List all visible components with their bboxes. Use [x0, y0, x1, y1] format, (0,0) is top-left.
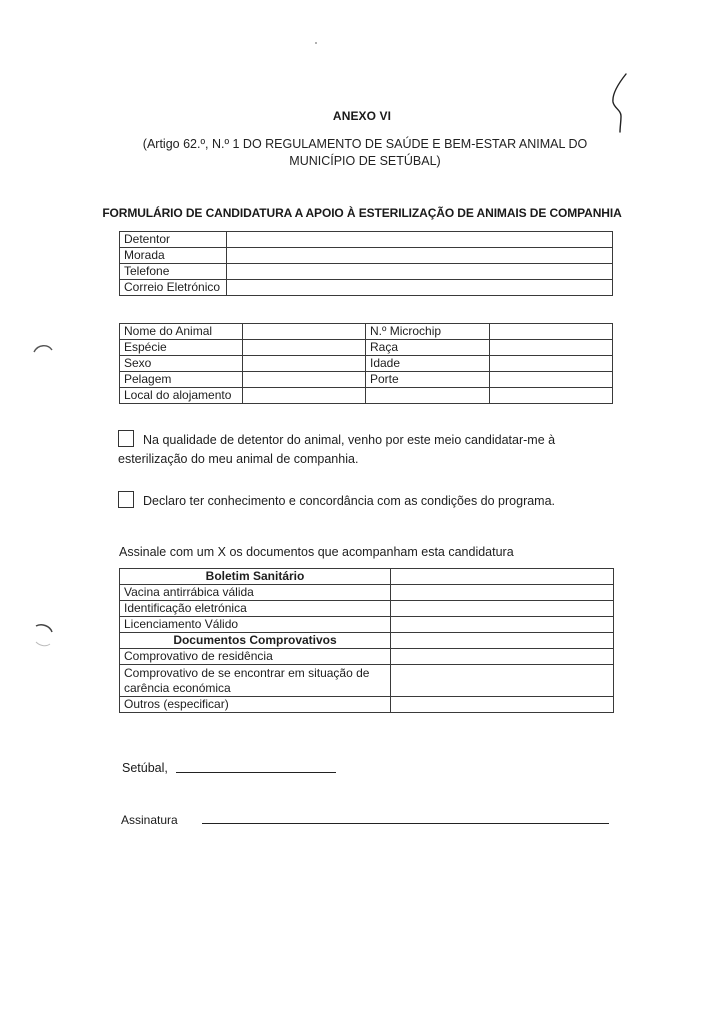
table-row [120, 601, 614, 617]
email-field[interactable] [227, 280, 613, 296]
regulation-subtitle: (Artigo 62.º, N.º 1 DO REGULAMENTO DE SAÚDE E BEM-ESTAR ANIMAL DO MUNICÍPIO DE SETÚBAL) [142, 137, 588, 168]
phone-field[interactable] [227, 264, 613, 280]
document-label: Licenciamento Válido [120, 617, 391, 633]
economic-hardship-mark-field[interactable] [391, 665, 614, 697]
document-label: Vacina antirrábica válida [120, 585, 391, 601]
signature-line-field[interactable] [202, 823, 609, 824]
section-heading-supporting-documents: Documentos Comprovativos [120, 633, 391, 649]
table-row [120, 324, 613, 340]
holder-info-table [119, 231, 613, 296]
place-label: Setúbal, [122, 761, 168, 775]
housing-location-label: Local do alojamento [120, 388, 243, 404]
rabies-vaccine-mark-field[interactable] [391, 585, 614, 601]
phone-label: Telefone [120, 264, 227, 280]
residence-proof-mark-field[interactable] [391, 649, 614, 665]
animal-name-label: Nome do Animal [120, 324, 243, 340]
table-row [120, 617, 614, 633]
agreement-checkbox[interactable] [118, 491, 134, 508]
table-row [120, 248, 613, 264]
document-label: Identificação eletrónica [120, 601, 391, 617]
table-row [120, 585, 614, 601]
table-row [120, 388, 613, 404]
sex-label: Sexo [120, 356, 243, 372]
empty-cell[interactable] [366, 388, 490, 404]
sex-field[interactable] [243, 356, 366, 372]
punch-hole-mark-icon [30, 340, 56, 356]
date-line-field[interactable] [176, 772, 336, 773]
address-label: Morada [120, 248, 227, 264]
empty-cell [391, 569, 614, 585]
size-field[interactable] [490, 372, 613, 388]
table-row [120, 633, 614, 649]
table-row [120, 264, 613, 280]
age-field[interactable] [490, 356, 613, 372]
table-row [120, 697, 614, 713]
housing-location-field[interactable] [243, 388, 366, 404]
scan-speck [315, 42, 317, 44]
coat-label: Pelagem [120, 372, 243, 388]
declaration-text: Declaro ter conhecimento e concordância com as condições do programa. [143, 494, 556, 508]
microchip-label: N.º Microchip [366, 324, 490, 340]
signature-label: Assinatura [121, 813, 178, 827]
holder-name-field[interactable] [227, 232, 613, 248]
size-label: Porte [366, 372, 490, 388]
document-label: Outros (especificar) [120, 697, 391, 713]
species-field[interactable] [243, 340, 366, 356]
declaration-text: Na qualidade de detentor do animal, venho por este meio candidatar-me à esterilização do meu animal de companhia. [118, 433, 556, 466]
declaration-agreement [118, 491, 618, 511]
documents-checklist-table [119, 568, 614, 713]
annex-title: ANEXO VI [332, 109, 392, 123]
breed-label: Raça [366, 340, 490, 356]
license-mark-field[interactable] [391, 617, 614, 633]
electronic-id-mark-field[interactable] [391, 601, 614, 617]
animal-name-field[interactable] [243, 324, 366, 340]
form-title: FORMULÁRIO DE CANDIDATURA A APOIO À ESTERILIZAÇÃO DE ANIMAIS DE COMPANHIA [102, 206, 622, 220]
coat-field[interactable] [243, 372, 366, 388]
table-row [120, 649, 614, 665]
table-row [120, 280, 613, 296]
table-row [120, 232, 613, 248]
species-label: Espécie [120, 340, 243, 356]
holder-label: Detentor [120, 232, 227, 248]
documents-instruction: Assinale com um X os documentos que acompanham esta candidatura [119, 545, 514, 559]
table-row [120, 372, 613, 388]
age-label: Idade [366, 356, 490, 372]
address-field[interactable] [227, 248, 613, 264]
email-label: Correio Eletrónico [120, 280, 227, 296]
microchip-field[interactable] [490, 324, 613, 340]
declaration-application [118, 430, 618, 469]
breed-field[interactable] [490, 340, 613, 356]
table-row [120, 665, 614, 697]
handwritten-page-mark-icon [606, 72, 632, 134]
empty-cell [391, 633, 614, 649]
other-documents-mark-field[interactable] [391, 697, 614, 713]
animal-info-table [119, 323, 613, 404]
section-heading-health-record: Boletim Sanitário [120, 569, 391, 585]
document-label: Comprovativo de residência [120, 649, 391, 665]
punch-hole-mark-icon [30, 620, 56, 650]
empty-cell[interactable] [490, 388, 613, 404]
table-row [120, 569, 614, 585]
table-row [120, 340, 613, 356]
document-label: Comprovativo de se encontrar em situação de carência económica [120, 665, 391, 697]
table-row [120, 356, 613, 372]
application-checkbox[interactable] [118, 430, 134, 447]
